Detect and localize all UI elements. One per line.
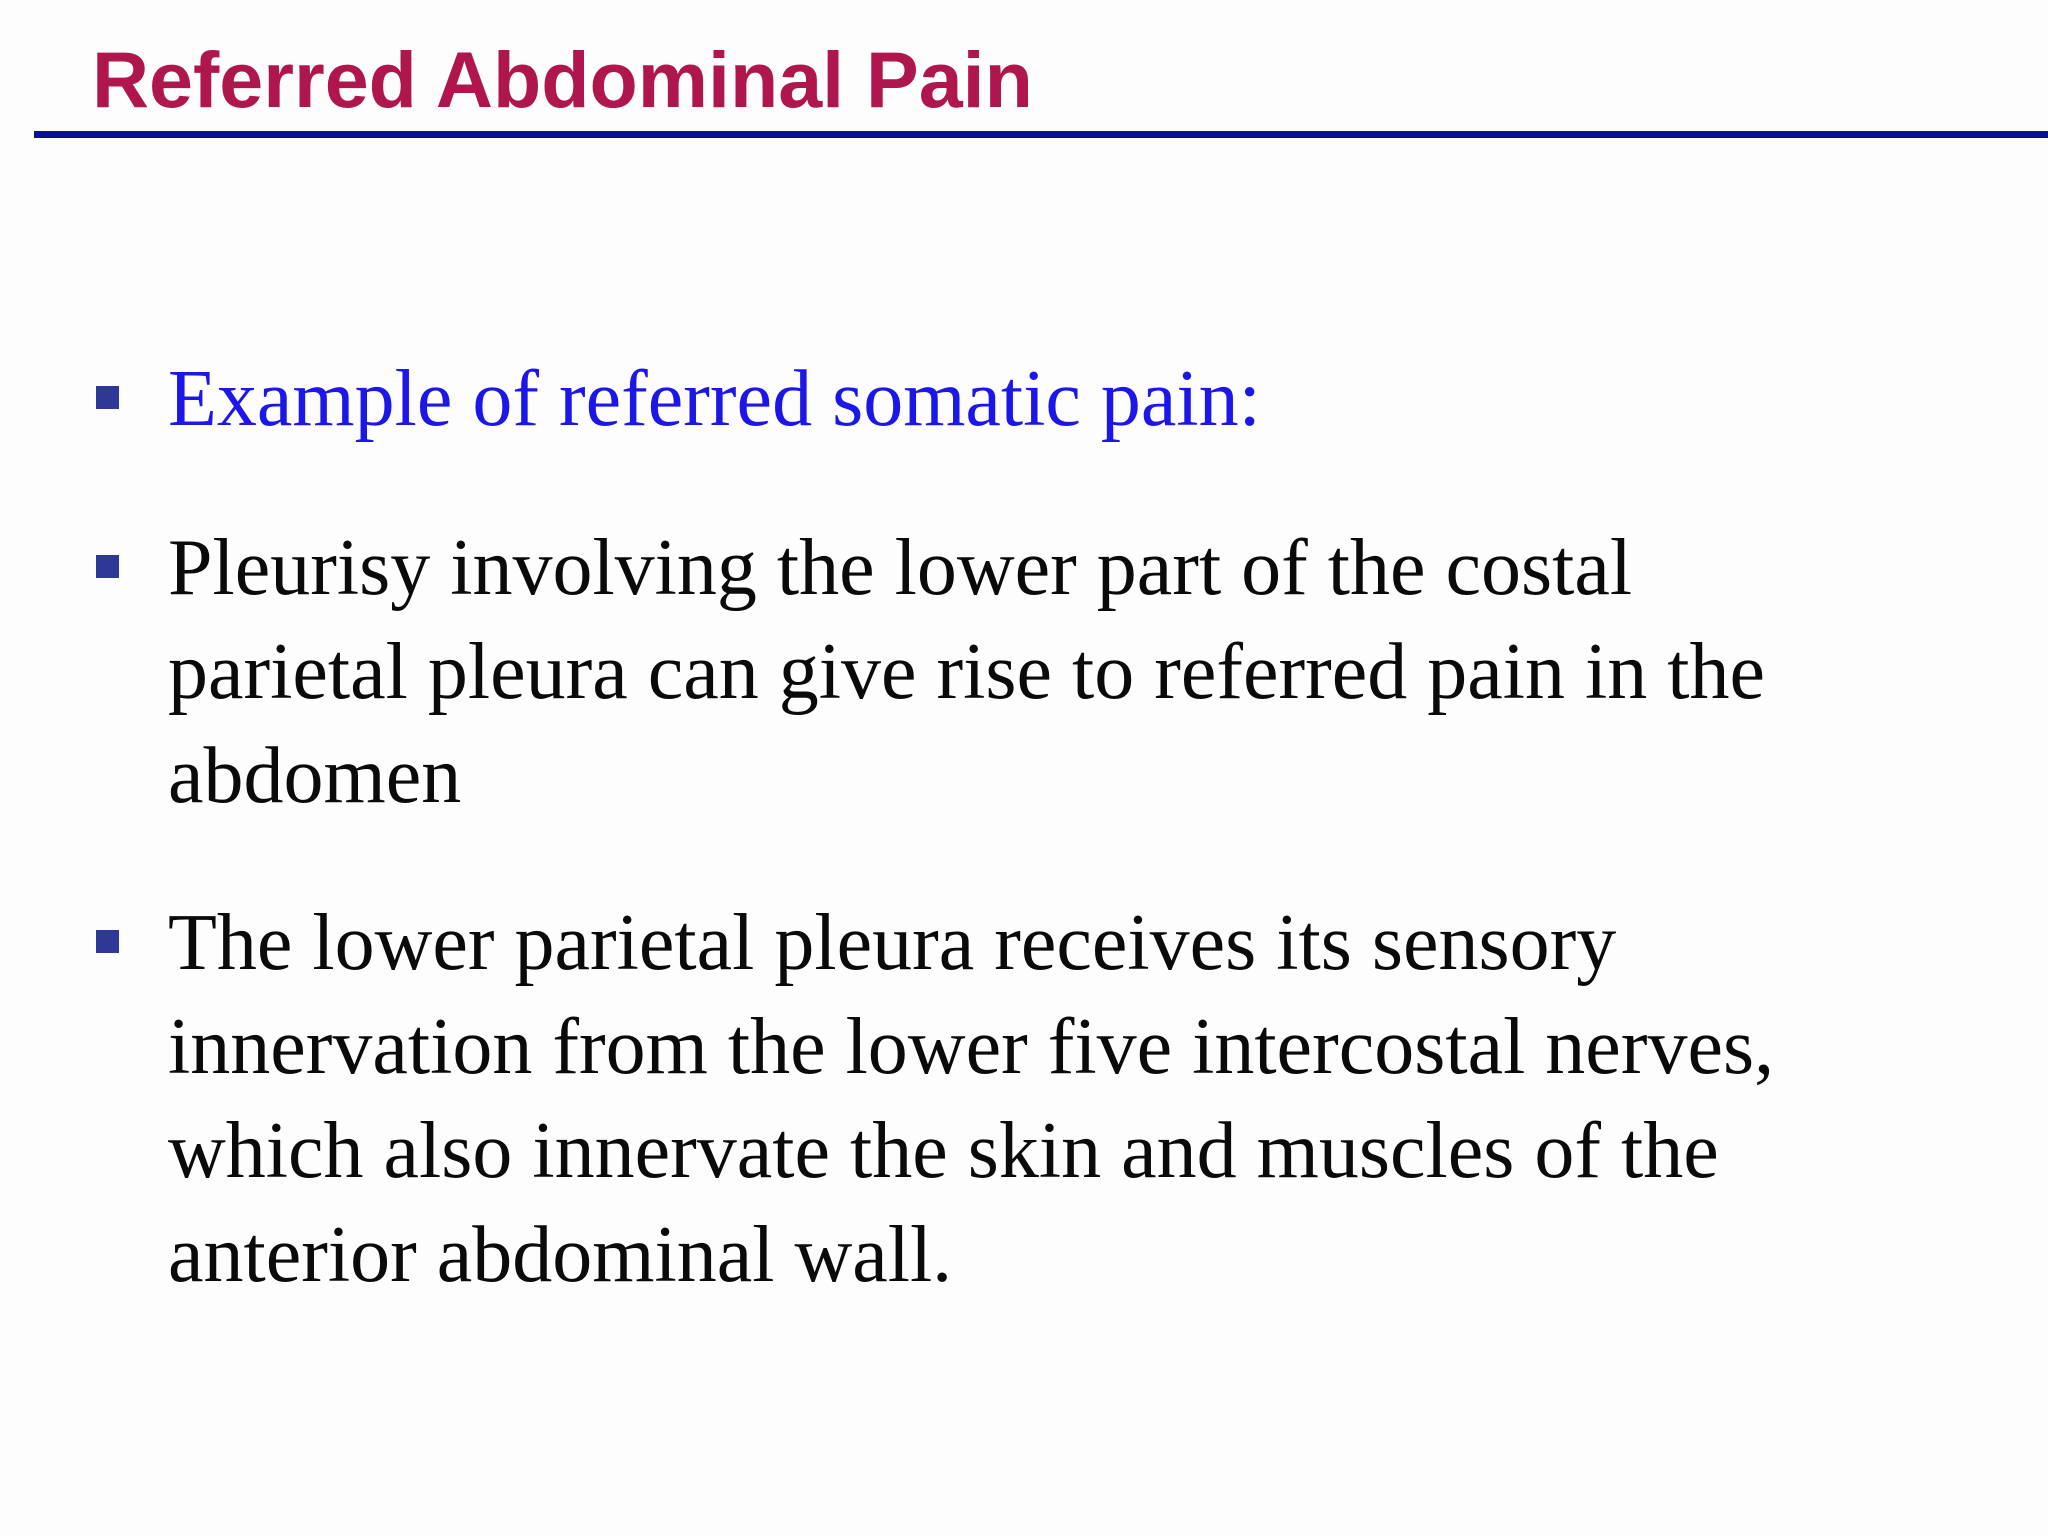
bullet-line: innervation from the lower five intercostal nerves, [168, 1003, 1775, 1091]
bullet-line: parietal pleura can give rise to referred pain in the [168, 628, 1765, 716]
bullet-line: anterior abdominal wall. [168, 1211, 953, 1299]
bullet-line: which also innervate the skin and muscles of the [168, 1107, 1719, 1195]
bullet-text [168, 891, 1968, 1307]
square-bullet-icon [96, 386, 119, 409]
bullet-line: Pleurisy involving the lower part of the costal [168, 524, 1633, 612]
bullet-text [168, 347, 1968, 451]
bullet-text [168, 516, 1968, 828]
title-underline [34, 131, 2048, 138]
slide-title: Referred Abdominal Pain [92, 35, 1033, 124]
square-bullet-icon [96, 555, 119, 578]
square-bullet-icon [96, 930, 119, 953]
bullet-line: The lower parietal pleura receives its sensory [168, 899, 1617, 987]
bullet-line: Example of referred somatic pain: [168, 355, 1261, 443]
bullet-line: abdomen [168, 732, 462, 820]
